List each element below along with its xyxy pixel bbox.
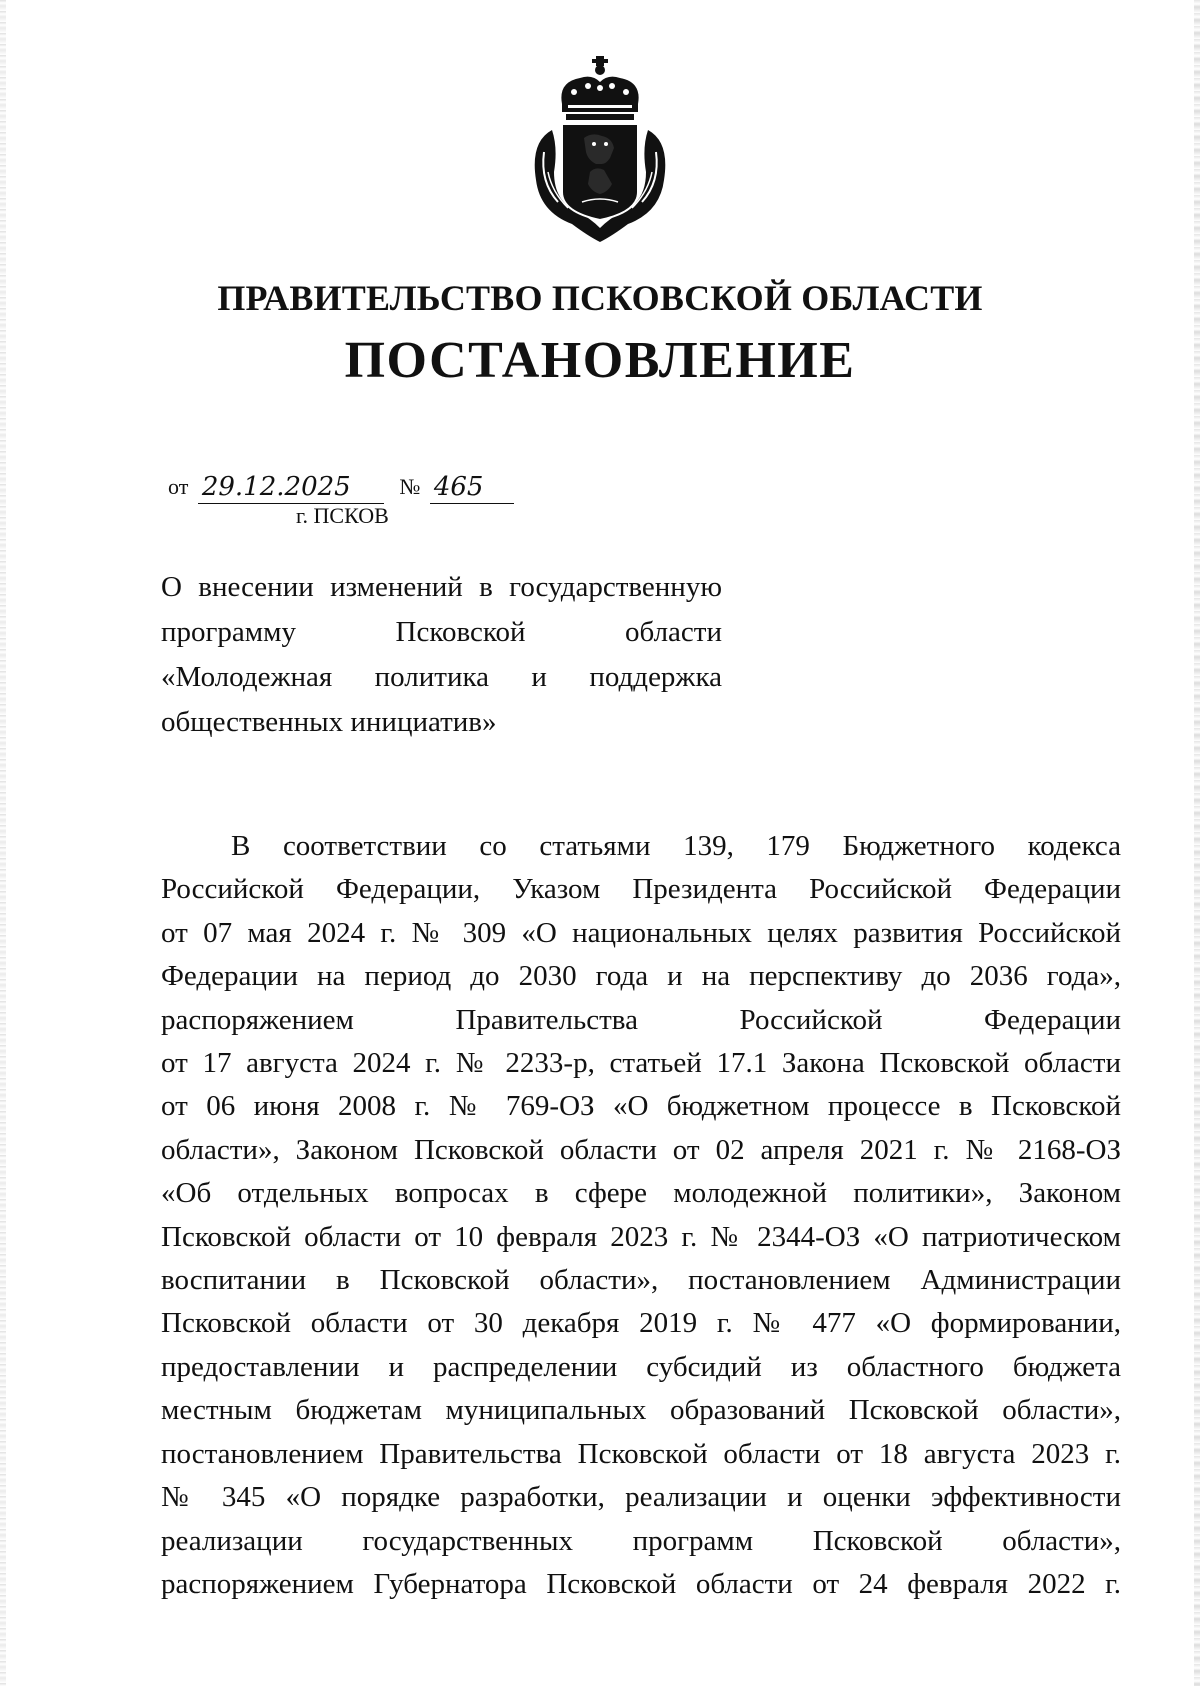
body-line: распоряжением Правительства Российской Федерации: [161, 1003, 1121, 1036]
body-line: Псковской области от 30 декабря 2019 г. № 477 «О формировании,: [161, 1307, 1121, 1340]
subject-line: «Молодежная политика и поддержка: [161, 661, 722, 693]
subject-line: программу Псковской области: [161, 616, 722, 648]
scan-edge-left: [0, 0, 6, 1686]
body-line: реализации государственных программ Псковской области»,: [161, 1524, 1121, 1557]
body-line: от 07 мая 2024 г. № 309 «О национальных целях развития Российской: [161, 916, 1121, 949]
body-line: местным бюджетам муниципальных образований Псковской области»,: [161, 1394, 1121, 1427]
organization-title: ПРАВИТЕЛЬСТВО ПСКОВСКОЙ ОБЛАСТИ: [217, 278, 983, 318]
subject-line: О внесении изменений в государственную: [161, 571, 722, 603]
scan-edge-right: [1194, 0, 1200, 1686]
body-line: № 345 «О порядке разработки, реализации и оценки эффективности: [161, 1481, 1121, 1514]
body-line: Федерации на период до 2030 года и на перспективу до 2036 года»,: [161, 960, 1121, 993]
document-body: [161, 825, 1121, 1606]
subject-line: общественных инициатив»: [161, 706, 497, 738]
number-value: 465: [430, 471, 514, 504]
city-label: г. ПСКОВ: [296, 503, 389, 528]
body-line: Псковской области от 10 февраля 2023 г. № 2344-ОЗ «О патриотическом: [161, 1220, 1121, 1253]
coat-of-arms-icon: [522, 52, 678, 248]
body-line: области», Законом Псковской области от 02 апреля 2021 г. № 2168-ОЗ: [161, 1133, 1121, 1166]
number-label: №: [399, 474, 421, 499]
body-line: воспитании в Псковской области», постановлением Администрации: [161, 1264, 1121, 1297]
body-line: В соответствии со статьями 139, 179 Бюджетного кодекса: [231, 830, 1121, 862]
body-line: от 17 августа 2024 г. № 2233-р, статьей 17.1 Закона Псковской области: [161, 1047, 1121, 1080]
date-value: 29.12.2025: [198, 471, 384, 504]
body-line: предоставлении и распределении субсидий из областного бюджета: [161, 1350, 1121, 1383]
date-number-row: [168, 470, 514, 504]
body-line: распоряжением Губернатора Псковской области от 24 февраля 2022 г.: [161, 1567, 1121, 1600]
document-type-title: ПОСТАНОВЛЕНИЕ: [344, 332, 856, 389]
body-line: Российской Федерации, Указом Президента Российской Федерации: [161, 873, 1121, 906]
body-line: «Об отдельных вопросах в сфере молодежной политики», Законом: [161, 1177, 1121, 1210]
document-subject: [161, 565, 722, 745]
body-line: постановлением Правительства Псковской области от 18 августа 2023 г.: [161, 1437, 1121, 1470]
date-label: от: [168, 474, 189, 499]
body-line: от 06 июня 2008 г. № 769-ОЗ «О бюджетном процессе в Псковской: [161, 1090, 1121, 1123]
